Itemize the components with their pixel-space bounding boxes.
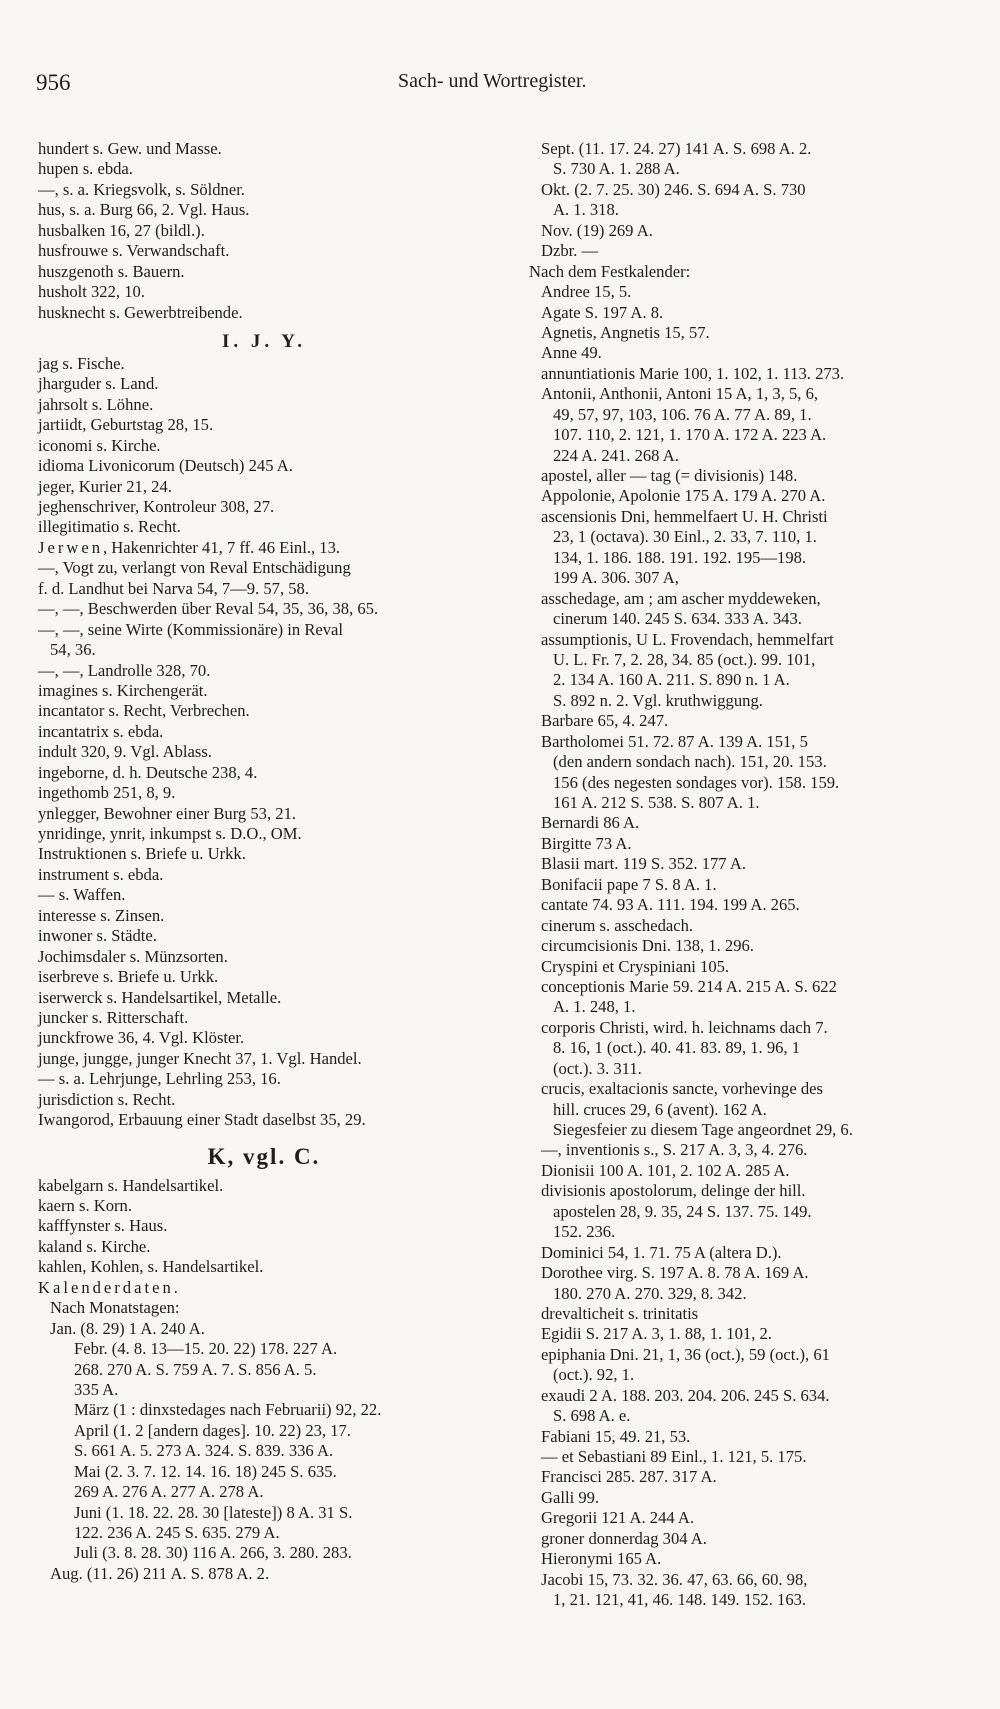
feast-entry: 23, 1 (octava). 30 Einl., 2. 33, 7. 110, 1. [553, 527, 817, 547]
feast-entry: (den andern sondach nach). 151, 20. 153. [553, 752, 827, 772]
feast-entry: Fabiani 15, 49. 21, 53. [541, 1426, 691, 1446]
index-entry: jag s. Fische. [38, 353, 125, 373]
month-entry: April (1. 2 [andern dages]. 10. 22) 23, 17. [74, 1420, 351, 1440]
index-subentry: —, —, Landrolle 328, 70. [38, 660, 211, 680]
index-entry: huszgenoth s. Bauern. [38, 261, 185, 281]
index-entry: incantatrix s. ebda. [38, 721, 164, 741]
index-entry: jartiidt, Geburtstag 28, 15. [38, 415, 214, 435]
index-entry: incantator s. Recht, Verbrechen. [38, 701, 250, 721]
feast-entry: 1, 21. 121, 41, 46. 148. 149. 152. 163. [553, 1590, 807, 1610]
feast-entry: 8. 16, 1 (oct.). 40. 41. 83. 89, 1. 96, 1 [553, 1038, 801, 1058]
month-entry: A. 1. 318. [553, 200, 619, 220]
feast-entry: S. 698 A. e. [553, 1406, 631, 1426]
index-entry: idioma Livonicorum (Deutsch) 245 A. [38, 456, 293, 476]
feast-entry: Agate S. 197 A. 8. [541, 302, 664, 322]
month-entry: 269 A. 276 A. 277 A. 278 A. [74, 1482, 264, 1502]
subsection-festkalender: Nach dem Festkalender: [529, 261, 691, 281]
index-entry: jeghenschriver, Kontroleur 308, 27. [38, 497, 275, 516]
index-entry: ingeborne, d. h. Deutsche 238, 4. [38, 762, 258, 782]
feast-entry: apostelen 28, 9. 35, 24 S. 137. 75. 149. [553, 1201, 812, 1221]
month-entry: Dzbr. — [541, 241, 599, 261]
page-header [36, 70, 616, 100]
index-entry: ynridinge, ynrit, inkumpst s. D.O., OM. [38, 824, 302, 843]
feast-entry: Andree 15, 5. [541, 282, 632, 302]
month-entry: 122. 236 A. 245 S. 635. 279 A. [74, 1523, 280, 1542]
index-entry: — s. Waffen. [38, 885, 126, 905]
feast-entry: Bernardi 86 A. [541, 813, 640, 833]
feast-entry: conceptionis Marie 59. 214 A. 215 A. S. 622 [541, 976, 837, 996]
month-entry: Sept. (11. 17. 24. 27) 141 A. S. 698 A. 2. [541, 139, 812, 158]
feast-entry: Francisci 285. 287. 317 A. [541, 1467, 717, 1487]
month-entry: Juli (3. 8. 28. 30) 116 A. 266, 3. 280. 283. [74, 1543, 352, 1563]
index-entry: junckfrowe 36, 4. Vgl. Klöster. [38, 1028, 245, 1048]
feast-entry: U. L. Fr. 7, 2. 28, 34. 85 (oct.). 99. 101, [553, 649, 816, 669]
month-entry: Febr. (4. 8. 13—15. 20. 22) 178. 227 A. [74, 1339, 338, 1359]
kalenderdaten-heading: Kalenderdaten. [38, 1277, 181, 1297]
index-subentry: —, —, seine Wirte (Kommissionäre) in Reval [38, 619, 344, 639]
feast-entry: Agnetis, Angnetis 15, 57. [541, 322, 710, 342]
index-entry: kafffynster s. Haus. [38, 1216, 168, 1236]
feast-entry: 156 (des negesten sondages vor). 158. 159. [553, 772, 840, 792]
feast-entry: Dominici 54, 1. 71. 75 A (altera D.). [541, 1242, 782, 1262]
feast-entry: Anne 49. [541, 343, 602, 363]
feast-entry: 134, 1. 186. 188. 191. 192. 195—198. [553, 547, 807, 567]
feast-entry: drevalticheit s. trinitatis [541, 1303, 699, 1323]
feast-entry: Jacobi 15, 73. 32. 36. 47, 63. 66, 60. 98, [541, 1569, 808, 1589]
feast-entry: Egidii S. 217 A. 3, 1. 88, 1. 101, 2. [541, 1324, 772, 1344]
feast-entry: Blasii mart. 119 S. 352. 177 A. [541, 854, 746, 874]
month-entry: Okt. (2. 7. 25. 30) 246. S. 694 A. S. 730 [541, 179, 806, 199]
feast-entry: cantate 74. 93 A. 111. 194. 199 A. 265. [541, 895, 800, 915]
feast-entry: Hieronymi 165 A. [541, 1549, 662, 1569]
feast-entry: groner donnerdag 304 A. [541, 1528, 707, 1548]
right-column [529, 139, 961, 1611]
index-entry: inwoner s. Städte. [38, 926, 157, 946]
feast-entry: Gregorii 121 A. 244 A. [541, 1508, 695, 1528]
index-subentry: —, Vogt zu, verlangt von Reval Entschädigung [38, 558, 351, 578]
index-entry: husholt 322, 10. [38, 282, 145, 302]
page-number: 956 [36, 70, 71, 95]
month-entry: Nov. (19) 269 A. [541, 220, 653, 240]
jerwen-head: Jerwen [38, 537, 103, 557]
index-subentry: 54, 36. [50, 640, 96, 660]
month-entry: S. 661 A. 5. 273 A. 324. S. 839. 336 A. [74, 1441, 334, 1461]
index-entry: kahlen, Kohlen, s. Handelsartikel. [38, 1257, 264, 1277]
feast-entry: Bonifacii pape 7 S. 8 A. 1. [541, 874, 717, 894]
index-entry: — s. a. Lehrjunge, Lehrling 253, 16. [38, 1069, 281, 1089]
feast-entry: 199 A. 306. 307 A, [553, 568, 679, 588]
feast-entry: 180. 270 A. 270. 329, 8. 342. [553, 1283, 747, 1303]
index-entry: —, s. a. Kriegsvolk, s. Söldner. [38, 179, 245, 199]
month-entry: S. 730 A. 1. 288 A. [553, 159, 680, 179]
index-entry: iserwerck s. Handelsartikel, Metalle. [38, 987, 282, 1007]
feast-entry: (oct.). 3. 311. [553, 1058, 642, 1078]
index-entry: husbalken 16, 27 (bildl.). [38, 220, 205, 240]
feast-entry: cinerum 140. 245 S. 634. 333 A. 343. [553, 609, 802, 629]
feast-entry: 152. 236. [553, 1222, 616, 1242]
feast-entry: Cryspini et Cryspiniani 105. [541, 956, 730, 976]
index-entry: hupen s. ebda. [38, 159, 133, 179]
feast-entry: Dionisii 100 A. 101, 2. 102 A. 285 A. [541, 1160, 790, 1180]
feast-entry: Siegesfeier zu diesem Tage angeordnet 29, 6. [553, 1120, 853, 1139]
index-entry: juncker s. Ritterschaft. [38, 1007, 189, 1027]
index-entry: ynlegger, Bewohner einer Burg 53, 21. [38, 803, 297, 823]
feast-entry: ascensionis Dni, hemmelfaert U. H. Christi [541, 506, 828, 526]
month-entry: 335 A. [74, 1379, 119, 1399]
index-entry: hus, s. a. Burg 66, 2. Vgl. Haus. [38, 200, 250, 220]
index-entry: Instruktionen s. Briefe u. Urkk. [38, 844, 246, 864]
section-heading-ij: I. J. Y. [222, 330, 306, 352]
index-entry: instrument s. ebda. [38, 864, 164, 884]
feast-entry: asschedage, am ; am ascher myddeweken, [541, 588, 821, 608]
index-entry: kaland s. Kirche. [38, 1236, 151, 1256]
index-entry: indult 320, 9. Vgl. Ablass. [38, 742, 212, 762]
index-entry: jharguder s. Land. [38, 374, 159, 394]
index-entry: interesse s. Zinsen. [38, 905, 165, 925]
feast-entry: 49, 57, 97, 103, 106. 76 A. 77 A. 89, 1. [553, 404, 812, 424]
feast-entry: exaudi 2 A. 188. 203. 204. 206. 245 S. 634. [541, 1385, 830, 1405]
index-subentry: f. d. Landhut bei Narva 54, 7—9. 57, 58. [38, 578, 309, 598]
feast-entry: 224 A. 241. 268 A. [553, 445, 679, 465]
feast-entry: Dorothee virg. S. 197 A. 8. 78 A. 169 A. [541, 1263, 809, 1283]
index-entry: Iwangorod, Erbauung einer Stadt daselbst 35, 29. [38, 1110, 366, 1130]
feast-entry: 161 A. 212 S. 538. S. 807 A. 1. [553, 793, 760, 812]
index-entry: kaern s. Korn. [38, 1196, 133, 1215]
index-entry: iconomi s. Kirche. [38, 435, 161, 455]
index-entry: iserbreve s. Briefe u. Urkk. [38, 967, 219, 987]
month-entry: Aug. (11. 26) 211 A. S. 878 A. 2. [50, 1563, 270, 1583]
feast-entry: S. 892 n. 2. Vgl. kruthwiggung. [553, 690, 763, 710]
feast-entry: Galli 99. [541, 1487, 600, 1507]
feast-entry: —, inventionis s., S. 217 A. 3, 3, 4. 276. [541, 1140, 808, 1160]
jerwen-tail: , Hakenrichter 41, 7 ff. 46 Einl., 13. [103, 537, 341, 557]
index-entry: husfrouwe s. Verwandschaft. [38, 241, 230, 261]
month-entry: 268. 270 A. S. 759 A. 7. S. 856 A. 5. [74, 1359, 317, 1379]
feast-entry: — et Sebastiani 89 Einl., 1. 121, 5. 175. [541, 1447, 807, 1466]
index-entry: junge, jungge, junger Knecht 37, 1. Vgl. Handel. [38, 1048, 362, 1068]
feast-entry: 107. 110, 2. 121, 1. 170 A. 172 A. 223 A. [553, 425, 827, 445]
feast-entry: hill. cruces 29, 6 (avent). 162 A. [553, 1099, 767, 1119]
feast-entry: A. 1. 248, 1. [553, 997, 636, 1017]
section-heading-k: K, vgl. C. [207, 1143, 321, 1169]
index-subentry: —, —, Beschwerden über Reval 54, 35, 36, 38, 65. [38, 599, 379, 619]
index-entry: illegitimatio s. Recht. [38, 517, 181, 537]
feast-entry: crucis, exaltacionis sancte, vorhevinge des [541, 1079, 823, 1099]
index-entry: imagines s. Kirchengerät. [38, 680, 208, 700]
month-entry: Jan. (8. 29) 1 A. 240 A. [50, 1318, 205, 1338]
left-column [38, 139, 490, 1584]
feast-entry: Antonii, Anthonii, Antoni 15 A, 1, 3, 5, 6, [541, 384, 819, 404]
feast-entry: (oct.). 92, 1. [553, 1365, 635, 1385]
feast-entry: assumptionis, U L. Frovendach, hemmelfart [541, 629, 834, 649]
feast-entry: Appolonie, Apolonie 175 A. 179 A. 270 A. [541, 486, 826, 506]
index-entry: husknecht s. Gewerbtreibende. [38, 302, 243, 322]
feast-entry: annuntiationis Marie 100, 1. 102, 1. 113. 273. [541, 363, 845, 383]
index-entry: kabelgarn s. Handelsartikel. [38, 1175, 224, 1195]
month-entry: März (1 : dinxstedages nach Februarii) 92, 22. [74, 1400, 382, 1420]
feast-entry: Barbare 65, 4. 247. [541, 711, 669, 731]
index-entry: ingethomb 251, 8, 9. [38, 783, 176, 803]
month-entry: Mai (2. 3. 7. 12. 14. 16. 18) 245 S. 635. [74, 1461, 337, 1481]
running-title: Sach- und Wortregister. [398, 70, 587, 92]
index-entry-jerwen [38, 538, 490, 558]
feast-entry: Birgitte 73 A. [541, 833, 632, 853]
feast-entry: divisionis apostolorum, delinge der hill. [541, 1181, 806, 1201]
month-entry: Juni (1. 18. 22. 28. 30 [lateste]) 8 A. 31 S. [74, 1502, 353, 1522]
feast-entry: circumcisionis Dni. 138, 1. 296. [541, 936, 754, 956]
feast-entry: apostel, aller — tag (= divisionis) 148. [541, 466, 798, 485]
subsection-monatstage: Nach Monatstagen: [50, 1298, 180, 1318]
feast-entry: Bartholomei 51. 72. 87 A. 139 A. 151, 5 [541, 731, 808, 751]
feast-entry: 2. 134 A. 160 A. 211. S. 890 n. 1 A. [553, 670, 790, 690]
feast-entry: corporis Christi, wird. h. leichnams dach 7. [541, 1017, 828, 1037]
index-entry: jurisdiction s. Recht. [38, 1089, 176, 1109]
index-entry: Jochimsdaler s. Münzsorten. [38, 946, 228, 966]
feast-entry: epiphania Dni. 21, 1, 36 (oct.), 59 (oct.), 61 [541, 1344, 830, 1364]
feast-entry: cinerum s. asschedach. [541, 915, 694, 935]
index-entry: hundert s. Gew. und Masse. [38, 139, 222, 158]
index-entry: jeger, Kurier 21, 24. [38, 476, 172, 496]
index-entry: jahrsolt s. Löhne. [38, 394, 154, 414]
